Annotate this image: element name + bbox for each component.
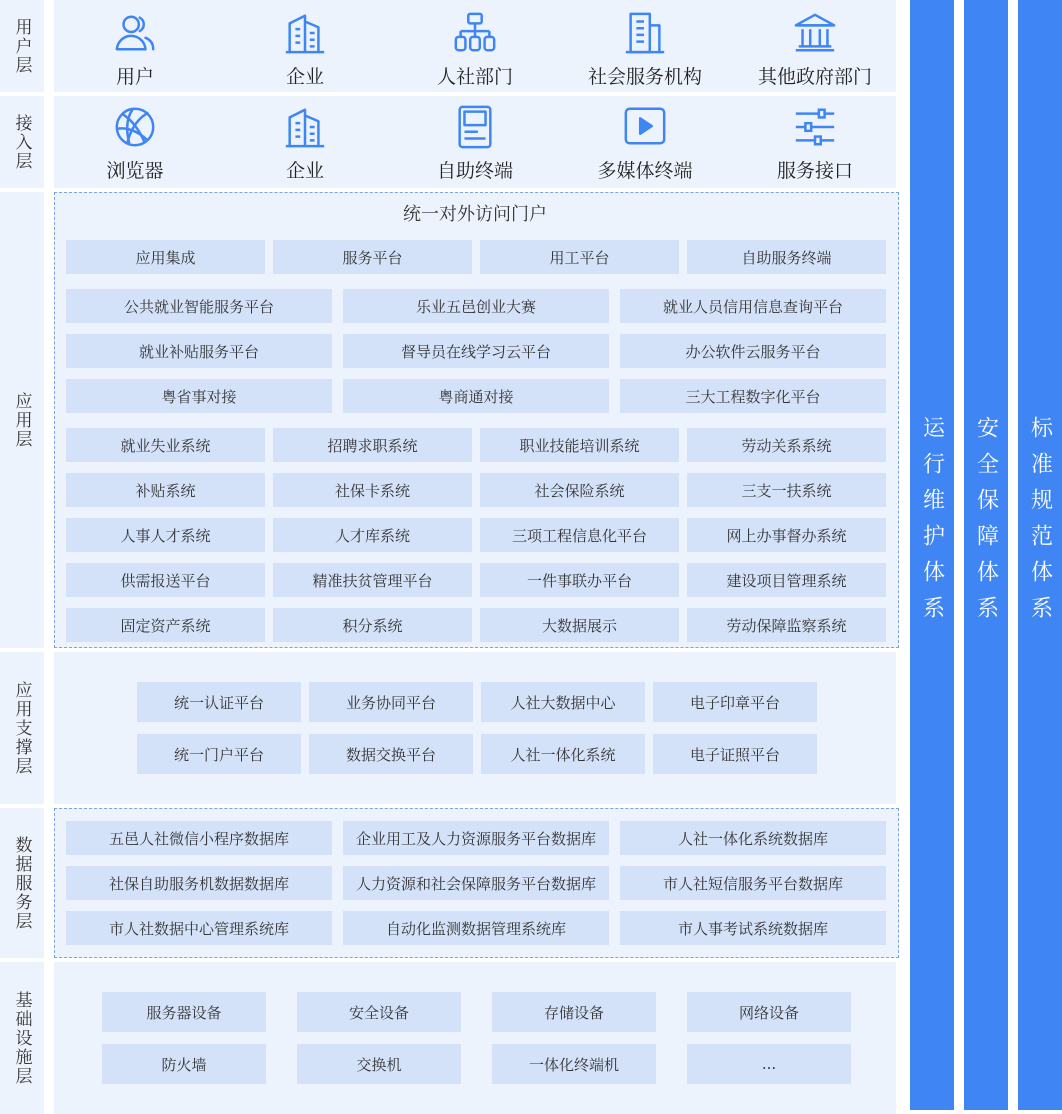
infra-box: 防火墙 — [102, 1044, 266, 1084]
support-box: 电子印章平台 — [653, 682, 817, 722]
app-row-system — [66, 428, 886, 462]
app-box: 乐业五邑创业大赛 — [343, 289, 609, 323]
app-box: 公共就业智能服务平台 — [66, 289, 332, 323]
standards-bar — [1018, 0, 1062, 1110]
app-row-system — [66, 473, 886, 507]
portal-title: 统一对外访问门户 — [403, 204, 547, 225]
access-item — [730, 104, 900, 183]
data-box: 人社一体化系统数据库 — [620, 821, 886, 855]
data-row — [66, 866, 886, 900]
data-row — [66, 821, 886, 855]
app-box: 三项工程信息化平台 — [480, 518, 679, 552]
support-row — [137, 682, 817, 722]
support-box: 人社一体化系统 — [481, 734, 645, 774]
data-box: 自动化监测数据管理系统库 — [343, 911, 609, 945]
data-box: 人力资源和社会保障服务平台数据库 — [343, 866, 609, 900]
globe-icon — [112, 104, 158, 150]
app-box: 供需报送平台 — [66, 563, 265, 597]
infra-box: 交换机 — [297, 1044, 461, 1084]
access-item-label: 多媒体终端 — [597, 160, 693, 182]
app-box: 劳动关系系统 — [687, 428, 886, 462]
app-box: 积分系统 — [273, 608, 472, 642]
user-item — [50, 10, 220, 89]
app-box: 督导员在线学习云平台 — [343, 334, 609, 368]
user-item — [560, 10, 730, 89]
app-box: 网上办事督办系统 — [687, 518, 886, 552]
app-box: 精准扶贫管理平台 — [273, 563, 472, 597]
data-box: 市人社数据中心管理系统库 — [66, 911, 332, 945]
app-row-main — [66, 240, 886, 274]
access-item — [560, 104, 730, 183]
sliders-icon — [792, 104, 838, 150]
government-icon — [792, 10, 838, 56]
support-box: 数据交换平台 — [309, 734, 473, 774]
play-icon — [622, 104, 668, 150]
side-bar-label: 运行维护体系 — [919, 416, 945, 632]
user-item — [220, 10, 390, 89]
layer-label-data — [0, 808, 44, 958]
support-box: 电子证照平台 — [653, 734, 817, 774]
user-item-label: 社会服务机构 — [587, 66, 702, 88]
layer-label-infra — [0, 962, 44, 1114]
data-box: 市人事考试系统数据库 — [620, 911, 886, 945]
user-item-label: 人社部门 — [436, 66, 513, 88]
infra-box: ... — [687, 1044, 851, 1084]
data-box: 企业用工及人力资源服务平台数据库 — [343, 821, 609, 855]
security-bar — [964, 0, 1008, 1110]
app-box: 办公软件云服务平台 — [620, 334, 886, 368]
user-item-label: 用户 — [115, 66, 154, 88]
app-box: 固定资产系统 — [66, 608, 265, 642]
app-row-platform — [66, 379, 886, 413]
app-box: 三大工程数字化平台 — [620, 379, 886, 413]
side-bar-label: 安全保障体系 — [973, 416, 999, 632]
app-box: 粤商通对接 — [343, 379, 609, 413]
app-row-system — [66, 518, 886, 552]
access-item-label: 企业 — [285, 160, 324, 182]
app-box: 劳动保障监察系统 — [687, 608, 886, 642]
access-item-label: 自助终端 — [436, 160, 513, 182]
app-box: 粤省事对接 — [66, 379, 332, 413]
support-layer-panel — [54, 652, 896, 804]
building-icon — [282, 10, 328, 56]
app-row-platform — [66, 289, 886, 323]
layer-label-access — [0, 96, 44, 188]
infra-box: 服务器设备 — [102, 992, 266, 1032]
user-item-label: 其他政府部门 — [757, 66, 872, 88]
support-box: 统一门户平台 — [137, 734, 301, 774]
app-box: 三支一扶系统 — [687, 473, 886, 507]
access-item — [50, 104, 220, 183]
infra-box: 存储设备 — [492, 992, 656, 1032]
app-box: 就业人员信用信息查询平台 — [620, 289, 886, 323]
data-box: 社保自助服务机数据数据库 — [66, 866, 332, 900]
app-box: 应用集成 — [66, 240, 265, 274]
data-row — [66, 911, 886, 945]
infra-layer-panel — [54, 962, 896, 1114]
user-item — [390, 10, 560, 89]
infra-box: 网络设备 — [687, 992, 851, 1032]
app-box: 社保卡系统 — [273, 473, 472, 507]
ops-maintenance-bar — [910, 0, 954, 1110]
app-box: 大数据展示 — [480, 608, 679, 642]
infra-row — [102, 992, 851, 1032]
app-box: 就业失业系统 — [66, 428, 265, 462]
app-box: 职业技能培训系统 — [480, 428, 679, 462]
layer-label-user — [0, 0, 44, 92]
app-box: 建设项目管理系统 — [687, 563, 886, 597]
app-box: 人才库系统 — [273, 518, 472, 552]
org-chart-icon — [452, 10, 498, 56]
app-row-system — [66, 608, 886, 642]
infra-box: 一体化终端机 — [492, 1044, 656, 1084]
access-item-label: 浏览器 — [106, 160, 164, 182]
data-box: 市人社短信服务平台数据库 — [620, 866, 886, 900]
app-row-system — [66, 563, 886, 597]
support-box: 统一认证平台 — [137, 682, 301, 722]
user-item — [730, 10, 900, 89]
app-box: 一件事联办平台 — [480, 563, 679, 597]
user-layer-icons — [50, 10, 900, 89]
building-icon — [282, 104, 328, 150]
layer-label-support — [0, 652, 44, 804]
user-item-label: 企业 — [285, 66, 324, 88]
support-box: 业务协同平台 — [309, 682, 473, 722]
data-box: 五邑人社微信小程序数据库 — [66, 821, 332, 855]
side-bar-label: 标准规范体系 — [1027, 416, 1053, 632]
layer-label-text: 接入层 — [11, 113, 32, 171]
layer-label-text: 用户层 — [11, 17, 32, 75]
infra-row — [102, 1044, 851, 1084]
office-building-icon — [622, 10, 668, 56]
app-box: 招聘求职系统 — [273, 428, 472, 462]
layer-label-app — [0, 192, 44, 648]
terminal-icon — [452, 104, 498, 150]
support-box: 人社大数据中心 — [481, 682, 645, 722]
layer-label-text: 基础设施层 — [11, 990, 32, 1086]
app-box: 社会保险系统 — [480, 473, 679, 507]
layer-label-text: 应用层 — [11, 391, 32, 449]
app-box: 人事人才系统 — [66, 518, 265, 552]
access-item — [220, 104, 390, 183]
app-box: 补贴系统 — [66, 473, 265, 507]
app-box: 用工平台 — [480, 240, 679, 274]
user-icon — [112, 10, 158, 56]
layer-label-text: 数据服务层 — [11, 835, 32, 931]
support-row — [137, 734, 817, 774]
infra-box: 安全设备 — [297, 992, 461, 1032]
app-box: 服务平台 — [273, 240, 472, 274]
app-box: 就业补贴服务平台 — [66, 334, 332, 368]
app-box: 自助服务终端 — [687, 240, 886, 274]
layer-label-text: 应用支撑层 — [11, 680, 32, 776]
app-row-platform — [66, 334, 886, 368]
access-item-label: 服务接口 — [776, 160, 853, 182]
access-item — [390, 104, 560, 183]
access-layer-icons — [50, 104, 900, 183]
